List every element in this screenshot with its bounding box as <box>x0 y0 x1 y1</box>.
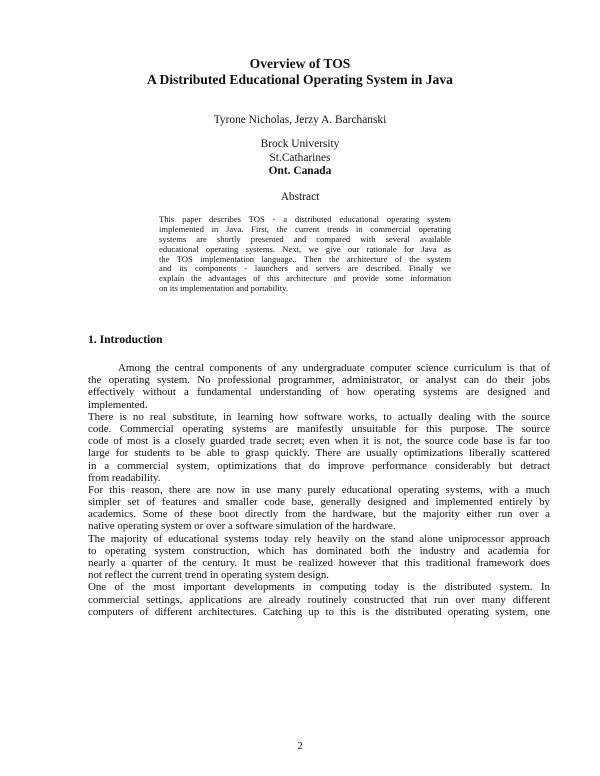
body-line: the operating system. No professional programmer, administrator, or analyst can do their jobs <box>88 374 550 387</box>
affiliation-region: Ont. Canada <box>268 165 332 177</box>
body-line: computers of different architectures. Catching up to this is the distributed operating system, one <box>88 605 550 618</box>
body-line: code. Commercial operating systems are manifestly unsuitable for this purpose. The source <box>88 422 550 435</box>
body-line: code of most is a closely guarded trade secret; even when it is not, the source code base is far too <box>88 435 550 448</box>
body-line: nearly a quarter of the century. It must be realized however that this traditional framework does <box>88 557 550 569</box>
abstract-line: This paper describes TOS - a distributed educational operating system <box>159 214 451 224</box>
abstract-line: explain the advantages of this architecture and provide some information <box>159 273 451 284</box>
page-number: 2 <box>297 741 303 752</box>
abstract-heading: Abstract <box>280 191 320 203</box>
body-line: to operating system construction, which has dominated both the industry and academia for <box>88 544 550 557</box>
body-line: implemented. <box>88 398 148 411</box>
body-line: One of the most important developments in computing today is the distributed system. In <box>88 581 550 594</box>
affiliation <box>0 138 600 179</box>
title-line-2: A Distributed Educational Operating System in Java <box>147 72 453 87</box>
abstract-line: on its implementation and portability. <box>159 283 289 294</box>
abstract-line: implemented in Java. First, the current trends in commercial operating <box>159 223 451 234</box>
body-line: effectively without a fundamental understanding of how operating systems are designed and <box>88 386 550 399</box>
section-heading-introduction: 1. Introduction <box>88 333 163 346</box>
body-line: There is no real substitute, in learning how software works, to actually dealing with the source <box>88 410 550 423</box>
body-line: large for students to be able to grasp quickly. There are usually optimizations liberally scattered <box>88 447 550 460</box>
authors: Tyrone Nicholas, Jerzy A. Barchanski <box>213 114 387 126</box>
affiliation-university: Brock University <box>260 138 340 150</box>
title-line-1: Overview of TOS <box>249 56 351 71</box>
body-line: from readability. <box>88 471 161 484</box>
affiliation-city: St.Catharines <box>269 151 331 164</box>
body-line: simpler set of features and smaller code base, generally designed and implemented entirely by <box>88 496 550 509</box>
body-line: Among the central components of any undergraduate computer science curriculum is that of <box>118 362 550 374</box>
body-line: not reflect the current trend in operating system design. <box>88 569 330 582</box>
abstract-line: systems are shortly presented and compared with several available <box>159 233 451 244</box>
abstract-body <box>159 215 451 294</box>
body-line: commercial settings, applications are already routinely constructed that run over many different <box>88 593 550 606</box>
introduction-body <box>88 362 550 618</box>
body-line: academics. Some of these boot directly from the hardware, but the majority either run over a <box>88 508 550 521</box>
abstract-line: the TOS implementation language.. Then the architecture of the system <box>159 253 451 264</box>
abstract-line: educational operating systems. Next, we give our rationale for Java as <box>159 243 451 254</box>
paper-title <box>0 56 600 88</box>
body-line: For this reason, there are now in use many purely educational operating systems, with a much <box>88 483 550 496</box>
body-line: native operating system or over a software simulation of the hardware. <box>88 520 396 533</box>
body-line: in a commercial system, optimizations that do improve performance considerably but detract <box>88 459 550 472</box>
abstract-line: and its components - launchers and servers are described. Finally we <box>159 263 451 274</box>
body-line: The majority of educational systems today rely heavily on the stand alone uniprocessor approach <box>88 532 550 545</box>
